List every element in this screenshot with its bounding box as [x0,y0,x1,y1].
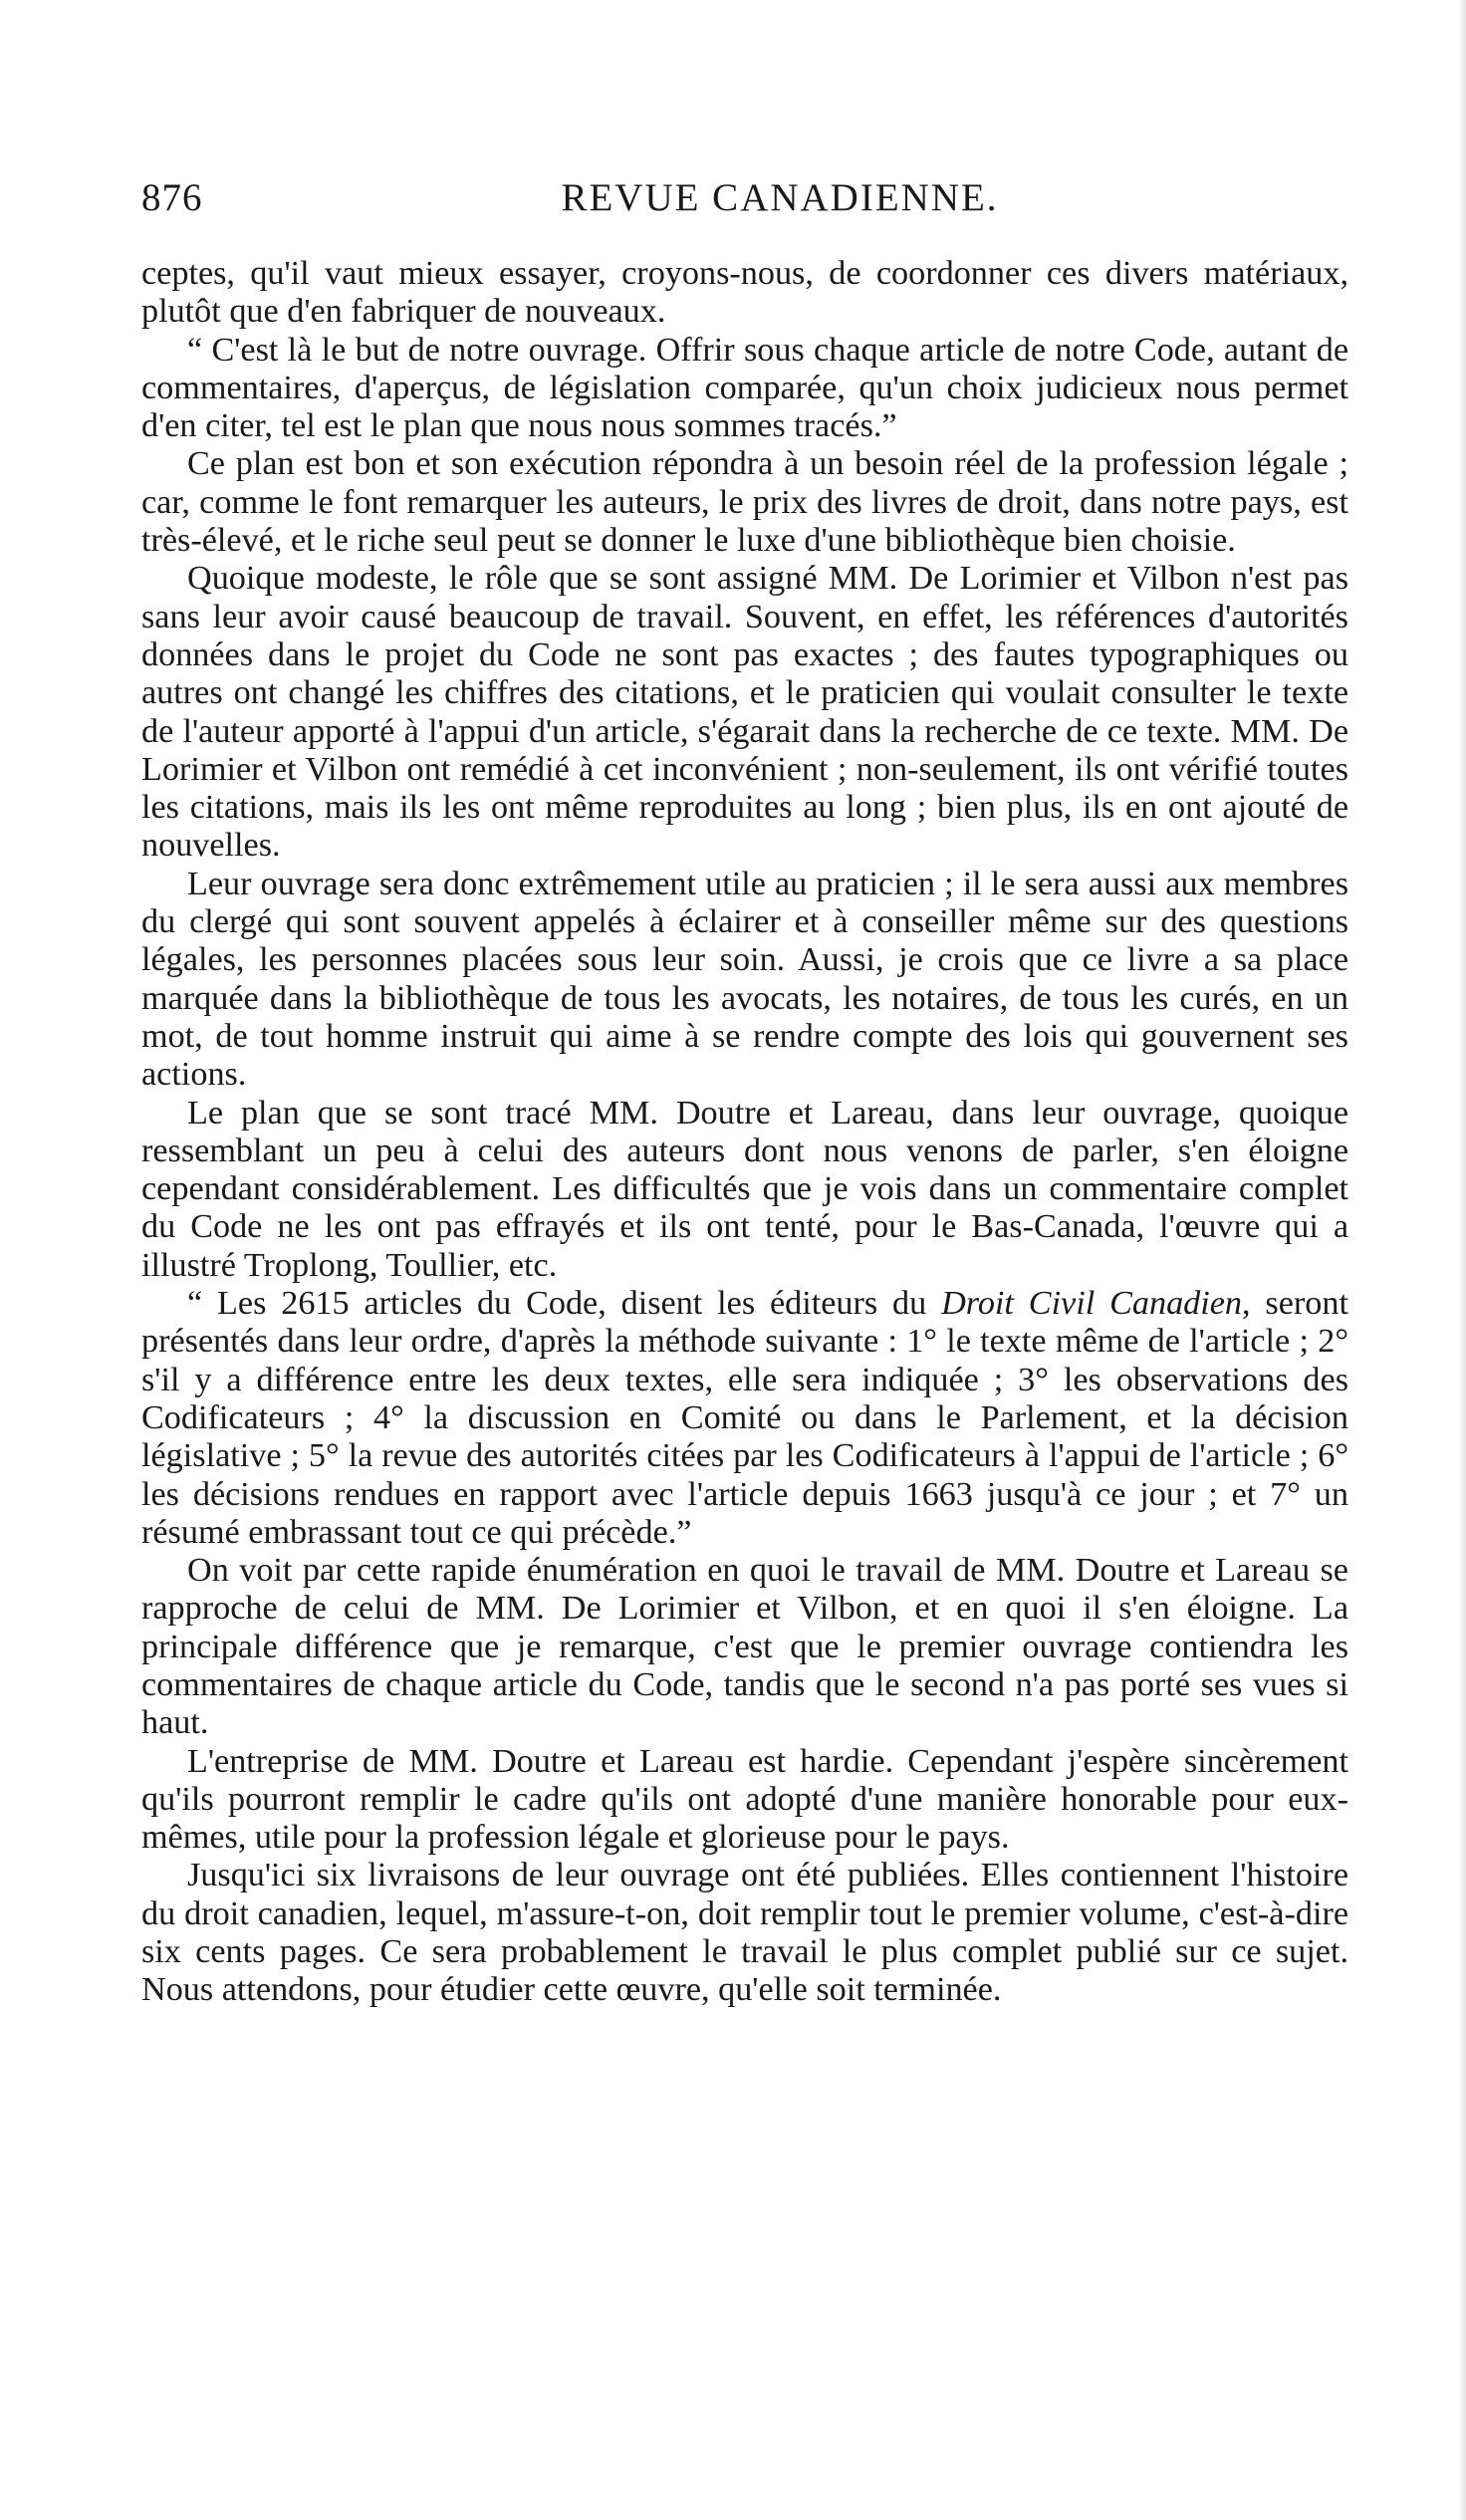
paragraph-continuation: ceptes, qu'il vaut mieux essayer, croyons-nous, de coordonner ces divers matériaux, plutôt que d'en fabriquer de nouveaux. [141,255,1348,331]
paragraph-usefulness: Leur ouvrage sera donc extrêmement utile au praticien ; il le sera aussi aux membres du clergé qui sont souvent appelés à éclairer et à conseiller même sur des questions légales, les personnes placées sous leur soin. Aussi, je crois que ce livre a sa place marquée dans la bibliothèque de tous les avocats, les notaires, de tous les curés, en un mot, de tout homme instruit qui aime à se rendre compte des lois qui gouvernent ses actions. [141,865,1348,1094]
paragraph-doutre-lareau-plan: Le plan que se sont tracé MM. Doutre et Lareau, dans leur ouvrage, quoique ressemblant un peu à celui des auteurs dont nous venons de parler, s'en éloigne cependant considérablement. Les difficultés que je vois dans un commentaire complet du Code ne les ont pas effrayés et ils ont tenté, pour le Bas-Canada, l'œuvre qui a illustré Troplong, Toullier, etc. [141,1094,1348,1284]
paragraph-lorimier-vilbon: Quoique modeste, le rôle que se sont assigné MM. De Lorimier et Vilbon n'est pas sans leur avoir causé beaucoup de travail. Souvent, en effet, les références d'autorités données dans le projet du Code ne sont pas exactes ; des fautes typographiques ou autres ont changé les chiffres des citations, et le praticien qui voulait consulter le texte de l'auteur apporté à l'appui d'un article, s'égarait dans la recherche de ce texte. MM. De Lorimier et Vilbon ont remédié à cet inconvénient ; non-seulement, ils ont vérifié toutes les citations, mais ils les ont même reproduites au long ; bien plus, ils en ont ajouté de nouvelles. [141,560,1348,865]
article-body [141,255,1348,2010]
journal-title: REVUE CANADIENNE. [561,176,999,219]
cited-work-title: Droit Civil Canadien [941,1285,1243,1323]
paragraph-enterprise: L'entreprise de MM. Doutre et Lareau est hardie. Cependant j'espère sincèrement qu'ils pourront remplir le cadre qu'ils ont adopté d'une manière honorable pour eux-mêmes, utile pour la profession légale et glorieuse pour le pays. [141,1742,1348,1857]
page-number: 876 [141,176,203,219]
running-head [141,175,1348,225]
page-edge-shadow [1458,0,1466,2520]
paragraph-quote-method: “ Les 2615 articles du Code, disent les éditeurs du Droit Civil Canadien, seront présentés dans leur ordre, d'après la méthode suivante : 1° le texte même de l'article ; 2° s'il y a différence entre les deux textes, elle sera indiquée ; 3° les observations des Codificateurs ; 4° la discussion en Comité ou dans le Parlement, et la décision législative ; 5° la revue des autorités citées par les Codificateurs à l'appui de l'article ; 6° les décisions rendues en rapport avec l'article depuis 1663 jusqu'à ce jour ; et 7° un résumé embrassant tout ce qui précède.” [141,1285,1348,1551]
paragraph-quote-plan: “ C'est là le but de notre ouvrage. Offrir sous chaque article de notre Code, autant de commentaires, d'aperçus, de législation comparée, qu'un choix judicieux nous permet d'en citer, tel est le plan que nous nous sommes tracés.” [141,331,1348,445]
paragraph-installments: Jusqu'ici six livraisons de leur ouvrage ont été publiées. Elles contiennent l'histoire du droit canadien, lequel, m'assure-t-on, doit remplir tout le premier volume, c'est-à-dire six cents pages. Ce sera probablement le travail le plus complet publié sur ce sujet. Nous attendons, pour étudier cette œuvre, qu'elle soit terminée. [141,1857,1348,2009]
paragraph-comparison: On voit par cette rapide énumération en quoi le travail de MM. Doutre et Lareau se rapproche de celui de MM. De Lorimier et Vilbon, et en quoi il s'en éloigne. La principale différence que je remarque, c'est que le premier ouvrage contiendra les commentaires de chaque article du Code, tandis que le second n'a pas porté ses vues si haut. [141,1552,1348,1742]
paragraph-plan-assessment: Ce plan est bon et son exécution répondra à un besoin réel de la profession légale ; car, comme le font remarquer les auteurs, le prix des livres de droit, dans notre pays, est très-élevé, et le riche seul peut se donner le luxe d'une bibliothèque bien choisie. [141,445,1348,560]
